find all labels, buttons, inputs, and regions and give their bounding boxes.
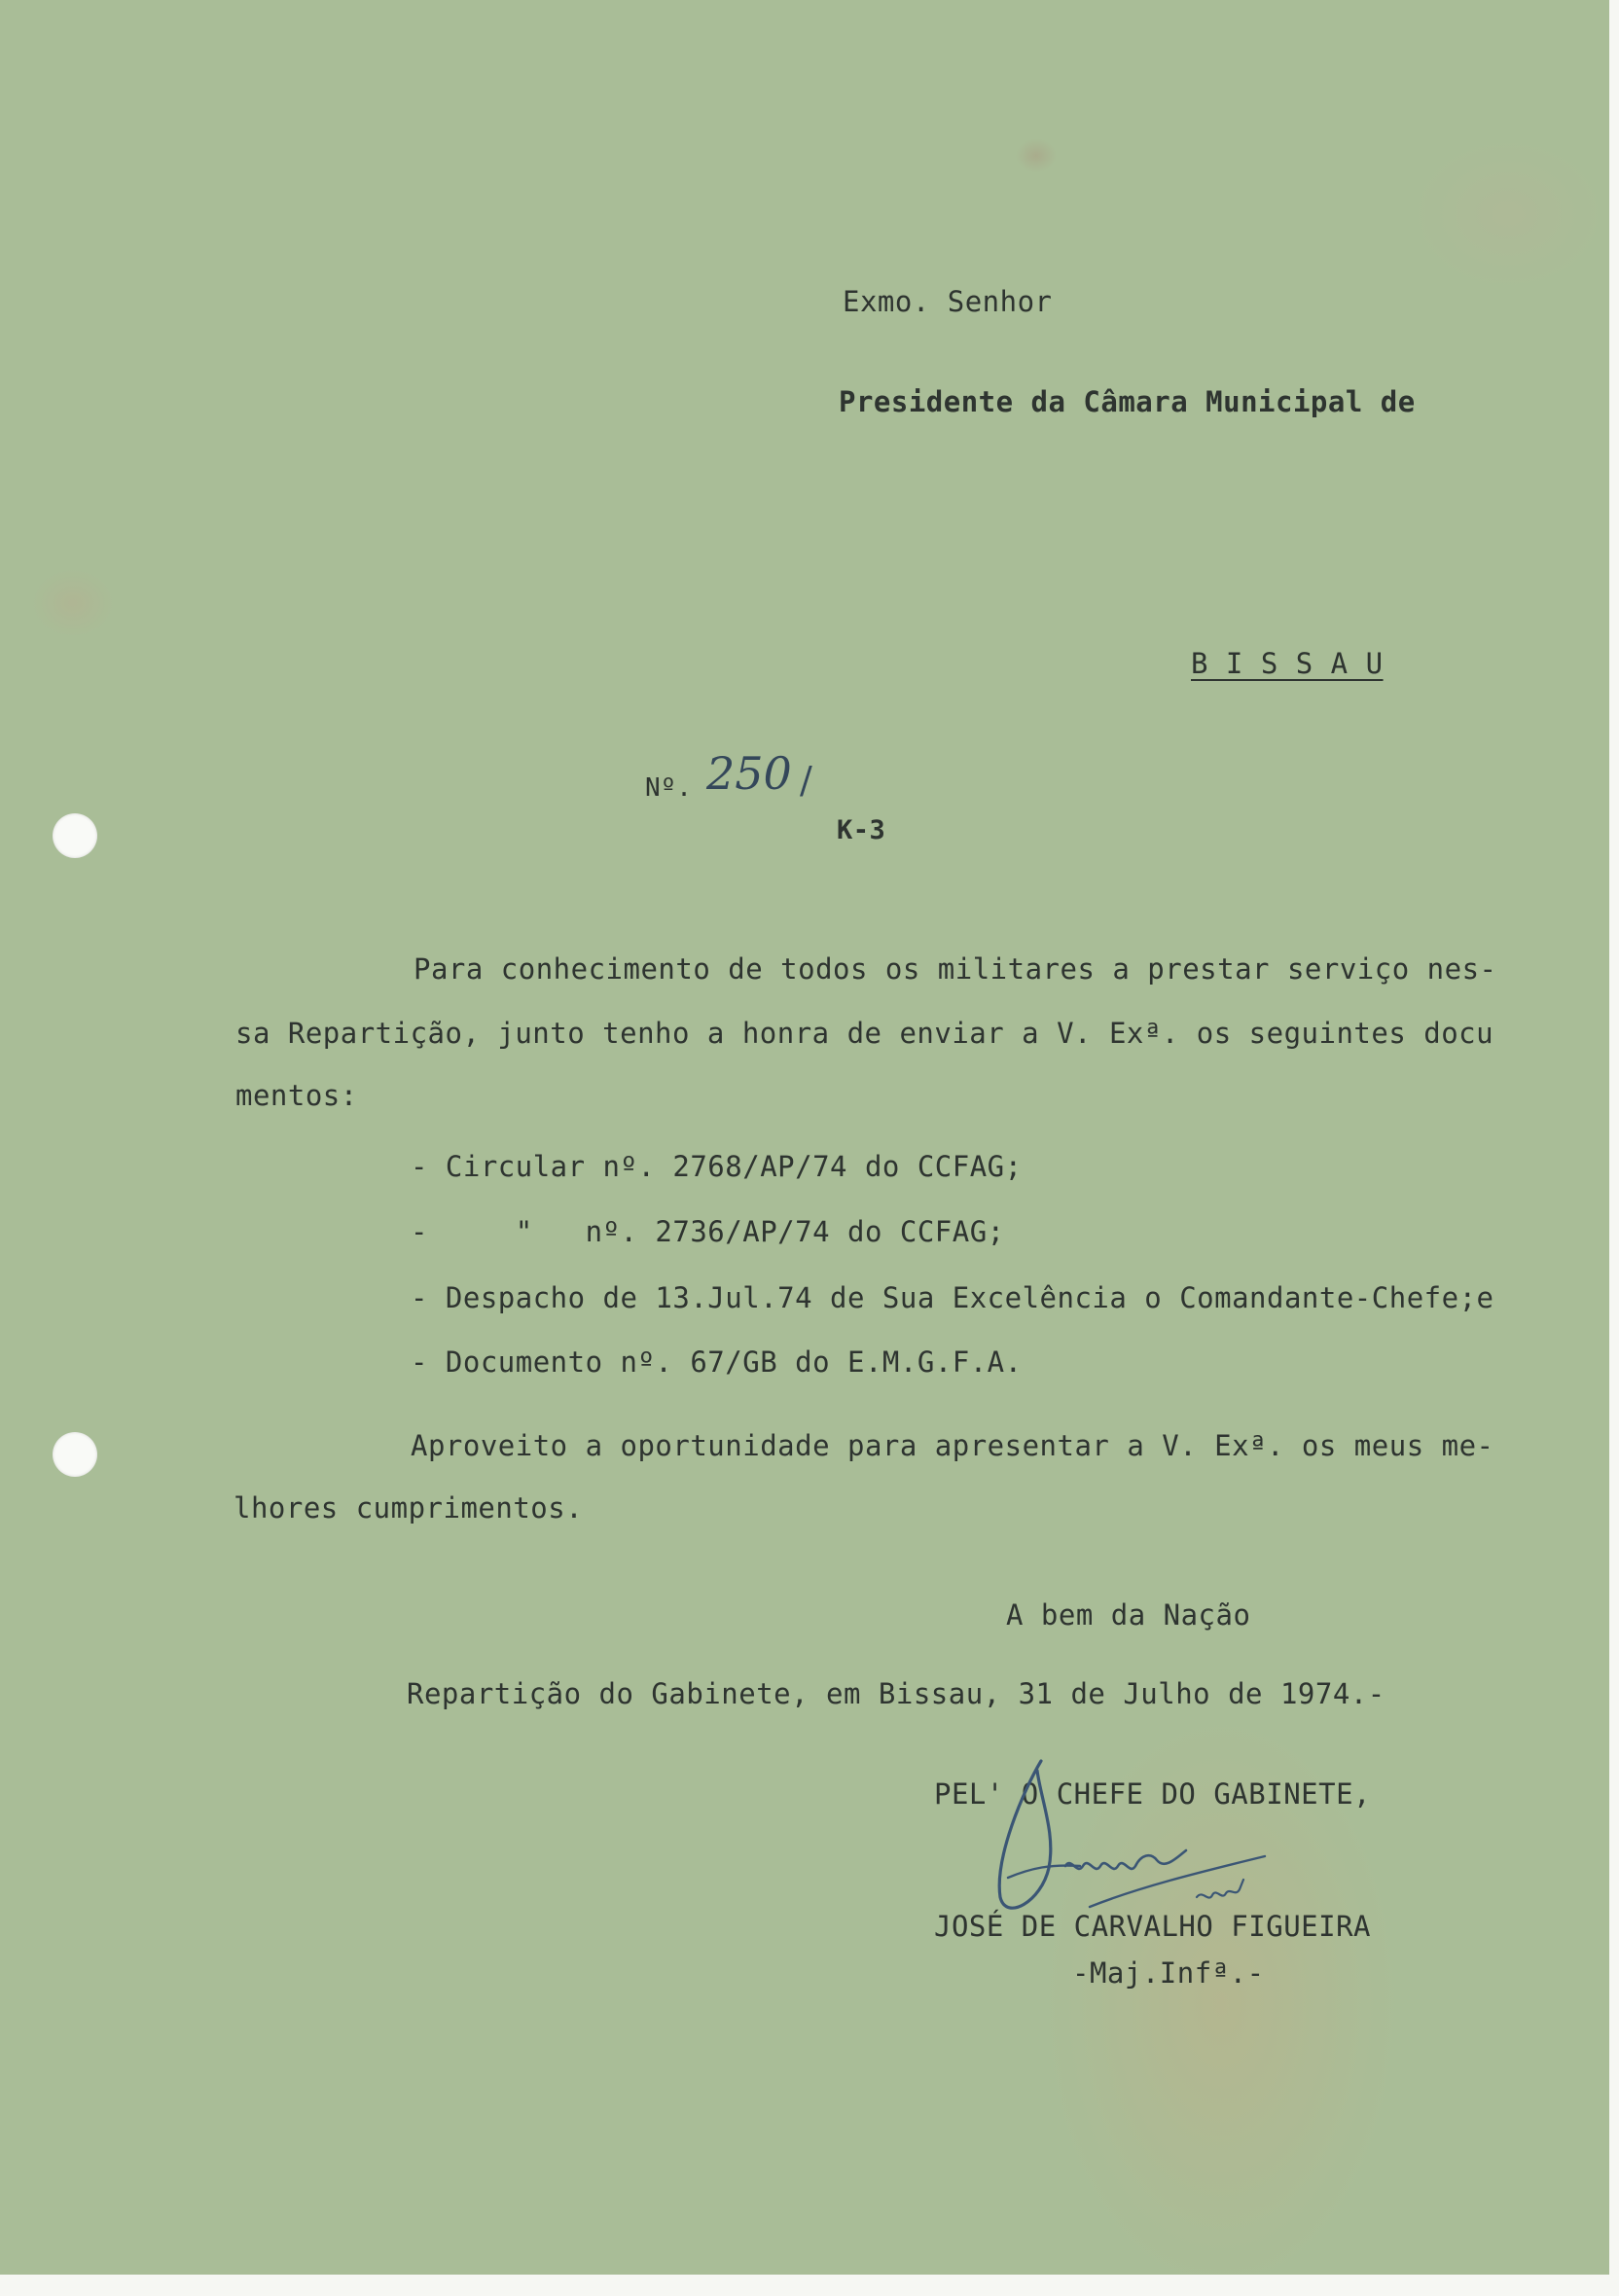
signer-rank: -Maj.Infª.- [1072,1956,1265,1990]
punch-hole-bottom [53,1432,97,1477]
list-item-4: - Documento nº. 67/GB do E.M.G.F.A. [411,1345,1023,1379]
recipient-city: B I S S A U [1191,647,1384,680]
body-line-1: Para conhecimento de todos os militares a prestar serviço nes- [414,952,1497,986]
body-line-3: mentos: [235,1079,358,1112]
reference-prefix: Nº. [645,773,693,803]
reference-code: K-3 [837,815,886,845]
place-date: Repartição do Gabinete, em Bissau, 31 de Julho de 1974.- [407,1677,1385,1710]
list-item-1: - Circular nº. 2768/AP/74 do CCFAG; [411,1150,1023,1183]
list-item-2: - " nº. 2736/AP/74 do CCFAG; [411,1215,1005,1248]
salutation: Exmo. Senhor [843,285,1053,318]
handwritten-signature [973,1751,1294,1926]
signer-name: JOSÉ DE CARVALHO FIGUEIRA [934,1910,1371,1943]
reference-number: 250 [706,747,792,800]
closing-line-1: Aproveito a oportunidade para apresentar a V. Exª. os meus me- [411,1429,1494,1462]
closing-line-2: lhores cumprimentos. [234,1491,584,1525]
reference-slash: / [800,759,812,802]
punch-hole-top [53,813,97,858]
list-item-3: - Despacho de 13.Jul.74 de Sua Excelência o Comandante-Chefe;e [411,1281,1494,1314]
recipient-line: Presidente da Câmara Municipal de [839,385,1416,418]
body-line-2: sa Repartição, junto tenho a honra de enviar a V. Exª. os seguintes docu [235,1017,1494,1050]
signature-title: PEL' O CHEFE DO GABINETE, [934,1777,1371,1811]
motto: A bem da Nação [1006,1598,1251,1632]
